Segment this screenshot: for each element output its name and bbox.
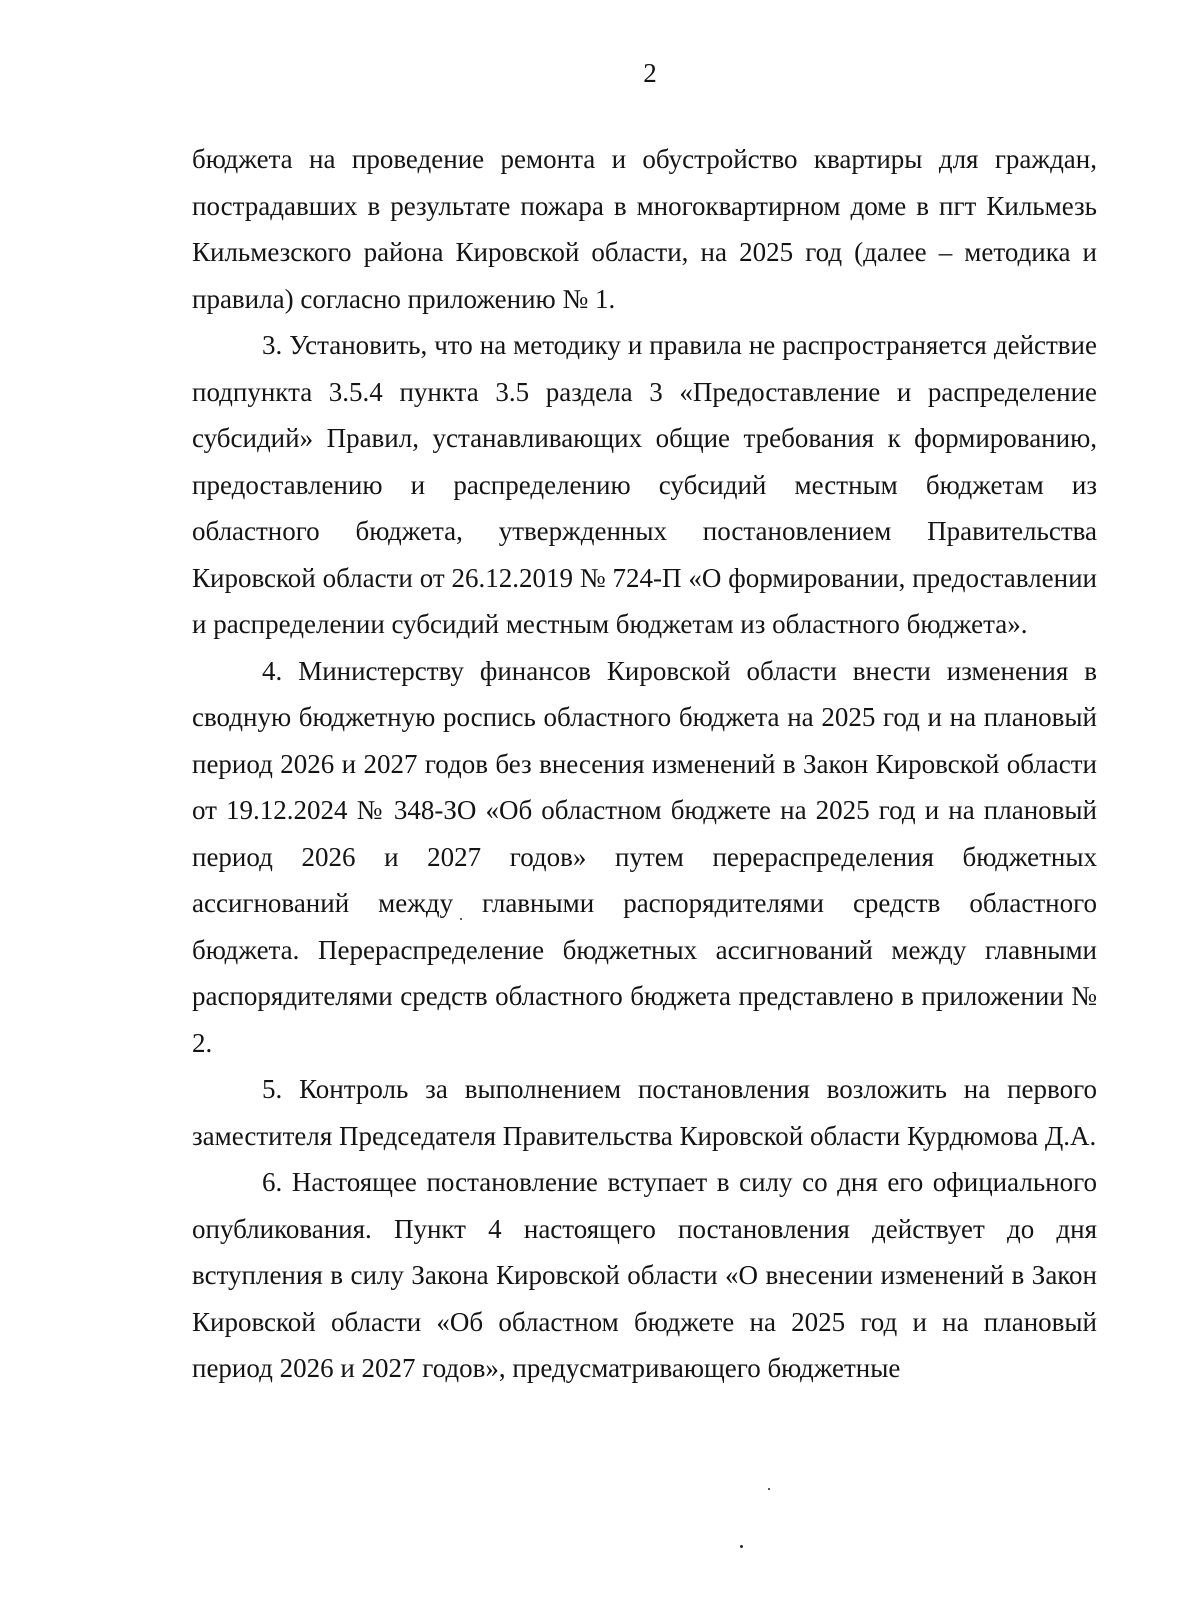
page-number: 2 bbox=[643, 58, 657, 88]
paragraph-item-6: 6. Настоящее постановление вступает в силу со дня его официального опубликования. Пункт 4 настоящего постановления действует до дня вступления в силу Закона Кировской области «О внесении изменений в Закон Кировской области «Об областном бюджете на 2025 год и на плановый период 2026 и 2027 годов», предусматривающего бюджетные bbox=[192, 1167, 1097, 1383]
paragraph-continuation: бюджета на проведение ремонта и обустройство квартиры для граждан, пострадавших в результате пожара в многоквартирном доме в пгт Кильмезь Кильмезского района Кировской области, на 2025 год (далее – методика и правила) согласно приложению № 1. bbox=[192, 144, 1097, 314]
scan-speck bbox=[740, 1545, 743, 1548]
scan-speck bbox=[768, 1488, 770, 1490]
paragraph-item-3: 3. Установить, что на методику и правила не распространяется действие подпункта 3.5.4 пункта 3.5 раздела 3 «Предоставление и распределение субсидий» Правил, устанавливающих общие требования к формированию, предоставлению и распределению субсидий местным бюджетам из областного бюджета, утвержденных постановлением Правительства Кировской области от 26.12.2019 № 724-П «О формировании, предоставлении и распределении субсидий местным бюджетам из областного бюджета». bbox=[192, 330, 1097, 639]
scan-speck bbox=[460, 918, 462, 920]
document-body bbox=[192, 136, 1097, 1392]
paragraph-item-4: 4. Министерству финансов Кировской области внести изменения в сводную бюджетную роспись областного бюджета на 2025 год и на плановый период 2026 и 2027 годов без внесения изменений в Закон Кировской области от 19.12.2024 № 348-ЗО «Об областном бюджете на 2025 год и на плановый период 2026 и 2027 годов» путем перераспределения бюджетных ассигнований между главными распорядителями средств областного бюджета. Перераспределение бюджетных ассигнований между главными распорядителями средств областного бюджета представлено в приложении № 2. bbox=[192, 655, 1097, 1058]
paragraph-item-5: 5. Контроль за выполнением постановления возложить на первого заместителя Председателя Правительства Кировской области Курдюмова Д.А. bbox=[192, 1074, 1097, 1151]
